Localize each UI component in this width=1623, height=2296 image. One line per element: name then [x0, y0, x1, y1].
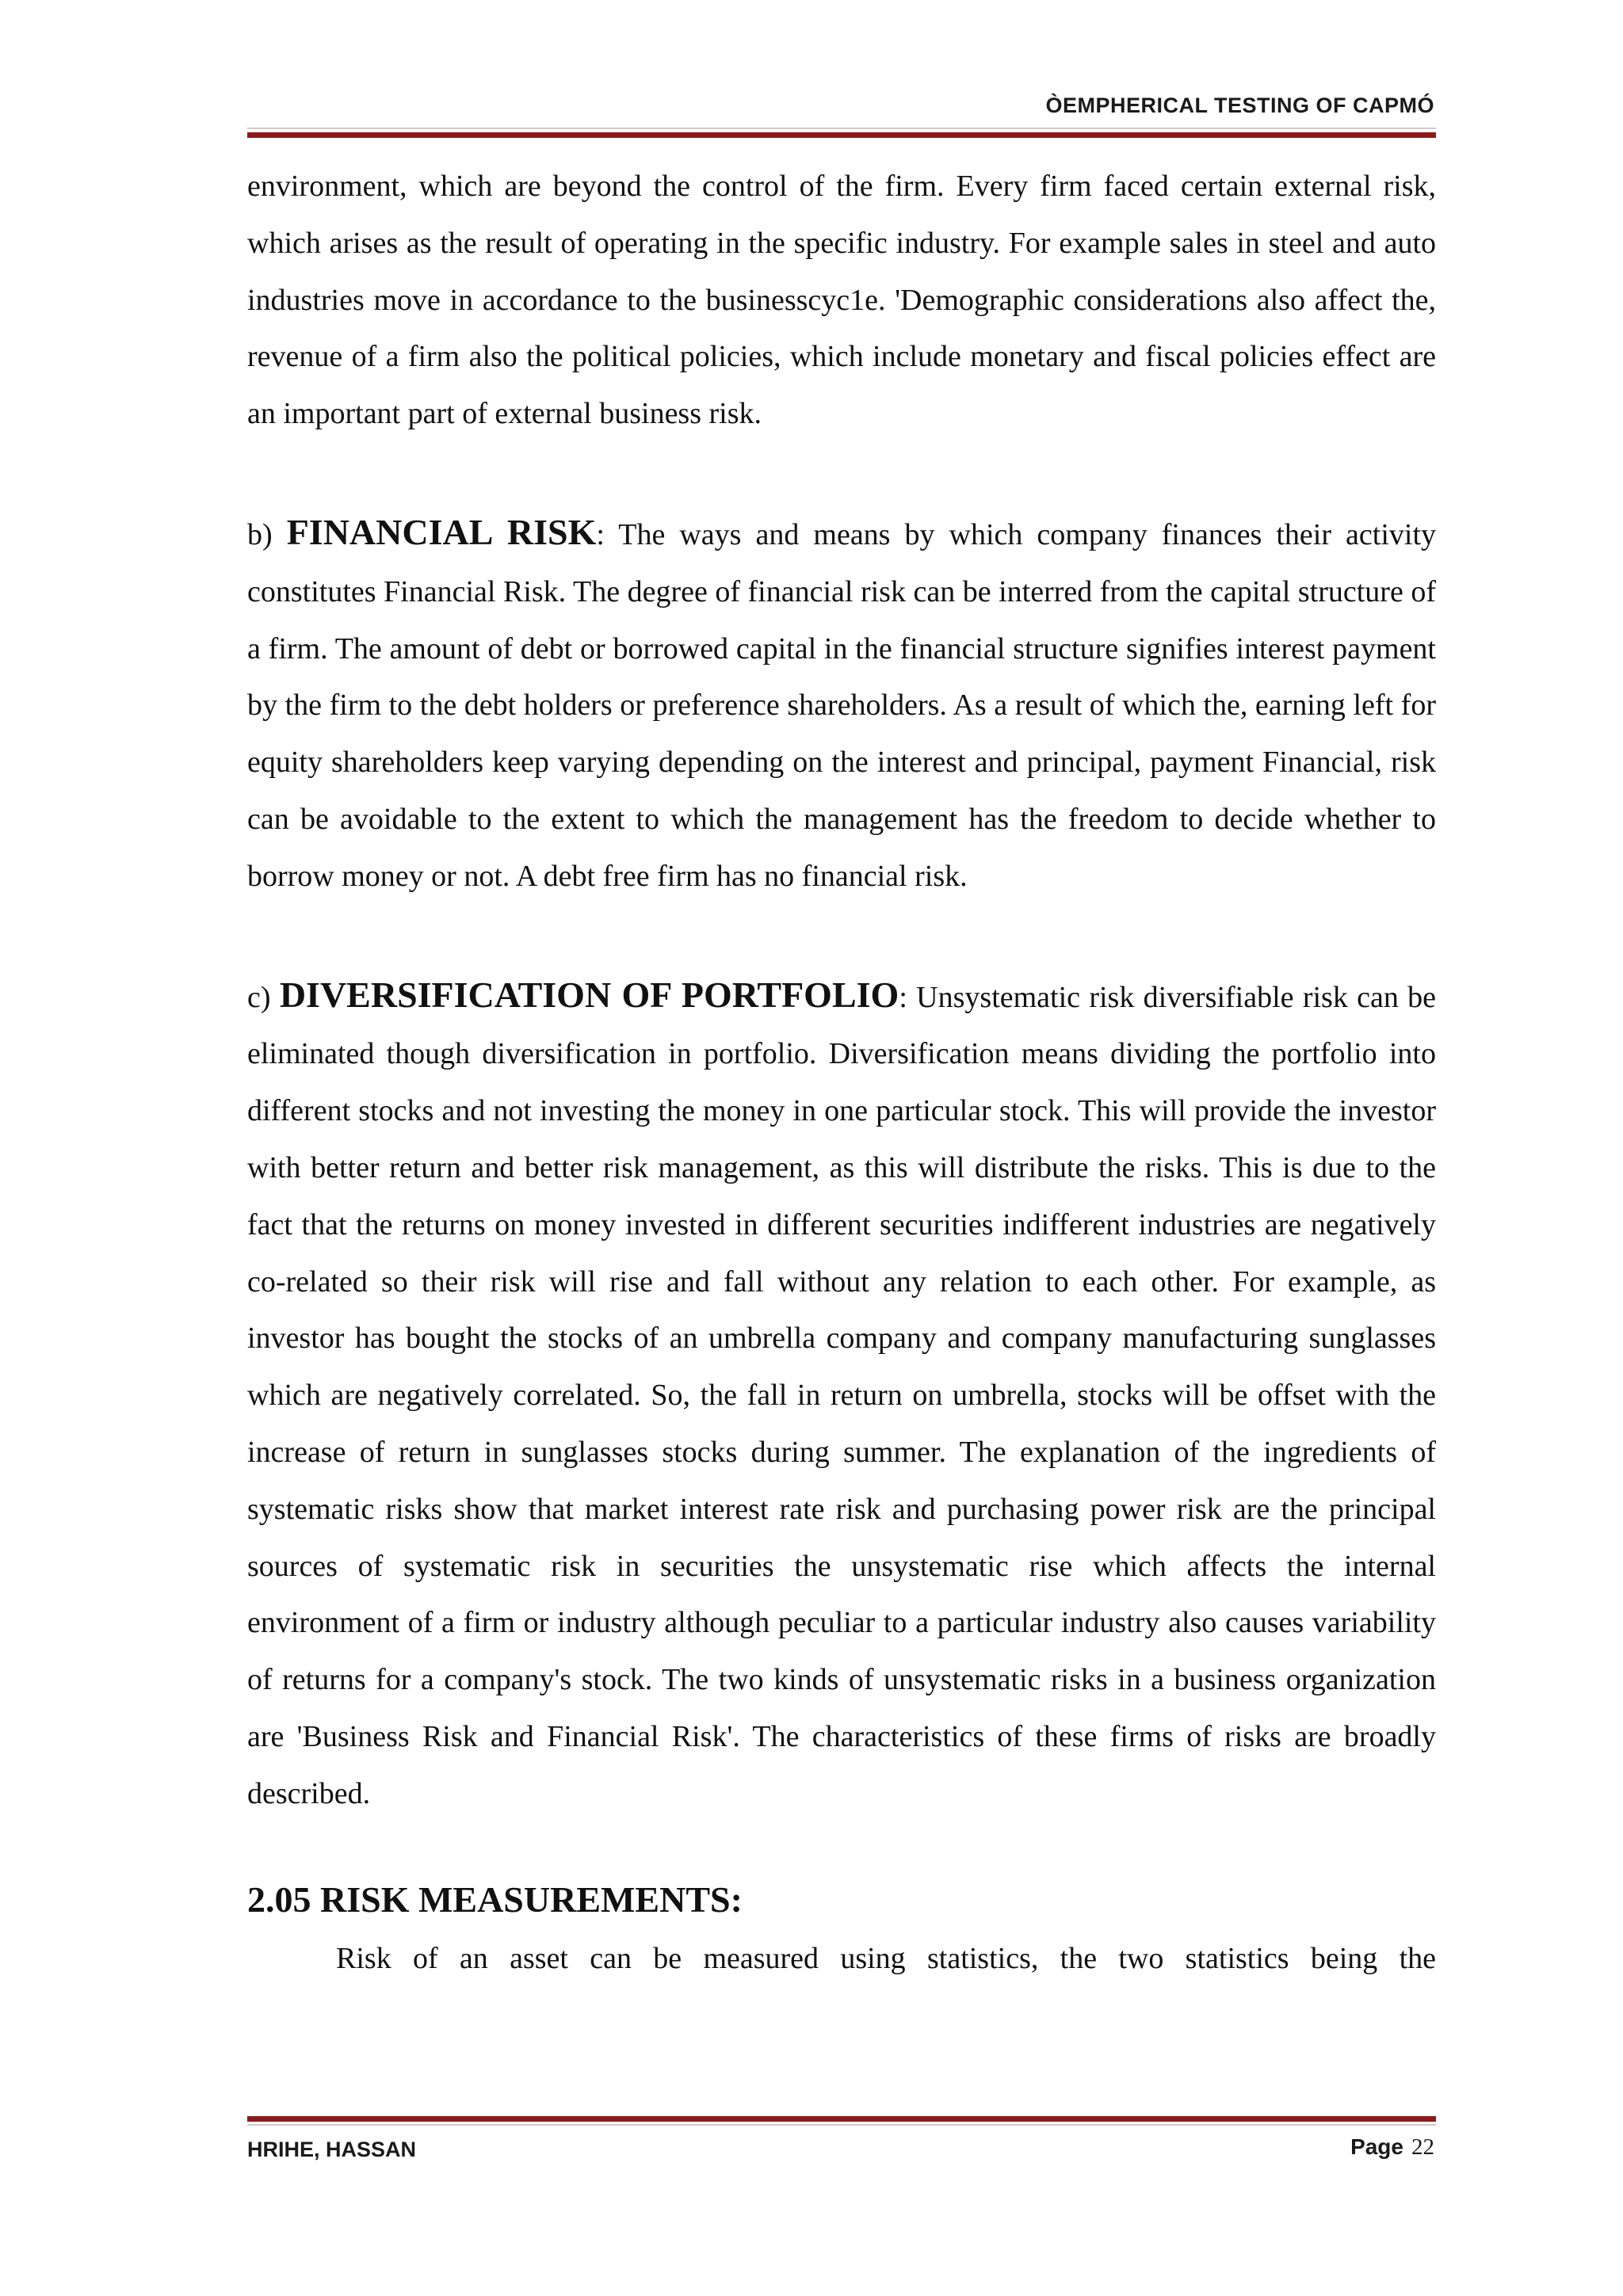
diversification-text: : Unsystematic risk diversifiable risk can be eliminated though diversification in portfolio. Diversification means dividing the portfolio into different stocks and not investing the money in one particular stock. This will provide the investor with better return and better risk management, as this will distribute the risks. This is due to the fact that the returns on money invested in different securities indifferent industries are negatively co-related so their risk will rise and fall without any relation to each other. For example, as investor has bought the stocks of an umbrella company and company manufacturing sunglasses which are negatively correlated. So, the fall in return on umbrella, stocks will be offset with the increase of return in sunglasses stocks during summer. The explanation of the ingredients of systematic risks show that market interest rate risk and purchasing power risk are the principal sources of systematic risk in securities the unsystematic rise which affects the internal environment of a firm or industry although peculiar to a particular industry also causes variability of returns for a company's stock. The two kinds of unsystematic risks in a business organization are 'Business Risk and Financial Risk'. The characteristics of these firms of risks are broadly described. — [247, 980, 1436, 1810]
body-text — [247, 158, 1436, 1987]
financial-risk-paragraph — [247, 504, 1436, 906]
footer-rule-thin — [247, 2124, 1436, 2126]
footer-page — [1350, 2134, 1434, 2161]
diversification-paragraph — [247, 967, 1436, 1823]
financial-risk-marker: b) — [247, 517, 273, 551]
header-rule-thick — [247, 132, 1436, 138]
financial-risk-text: : The ways and means by which company finances their activity constitutes Financial Risk. The degree of financial risk can be interred from the capital structure of a firm. The amount of debt or borrowed capital in the financial structure signifies interest payment by the firm to the debt holders or preference shareholders. As a result of which the, earning left for equity shareholders keep varying depending on the interest and principal, payment Financial, risk can be avoidable to the extent to which the management has the freedom to decide whether to borrow money or not. A debt free firm has no financial risk. — [247, 517, 1437, 893]
footer-author: HRIHE, HASSAN — [247, 2138, 417, 2161]
section-paragraph: Risk of an asset can be measured using statistics, the two statistics being the — [336, 1941, 1436, 1975]
intro-paragraph: environment, which are beyond the control of the firm. Every firm faced certain external risk, which arises as the result of operating in the specific industry. For example sales in steel and auto industries move in accordance to the businesscyc1e. 'Demographic considerations also affect the, revenue of a firm also the political policies, which include monetary and fiscal policies effect are an important part of external business risk. — [247, 170, 1436, 431]
diversification-marker: c) — [247, 980, 271, 1014]
footer-rule-thick — [247, 2116, 1436, 2122]
header-rule-thin — [247, 128, 1436, 129]
diversification-heading: DIVERSIFICATION OF PORTFOLIO — [279, 974, 899, 1015]
page-number: 22 — [1411, 2134, 1434, 2160]
footer-page-label: Page — [1350, 2134, 1403, 2159]
financial-risk-heading: FINANCIAL RISK — [286, 511, 597, 552]
running-header-title: ÒEMPHERICAL TESTING OF CAPMÓ — [1045, 93, 1434, 117]
section-heading: 2.05 RISK MEASUREMENTS: — [247, 1878, 743, 1920]
